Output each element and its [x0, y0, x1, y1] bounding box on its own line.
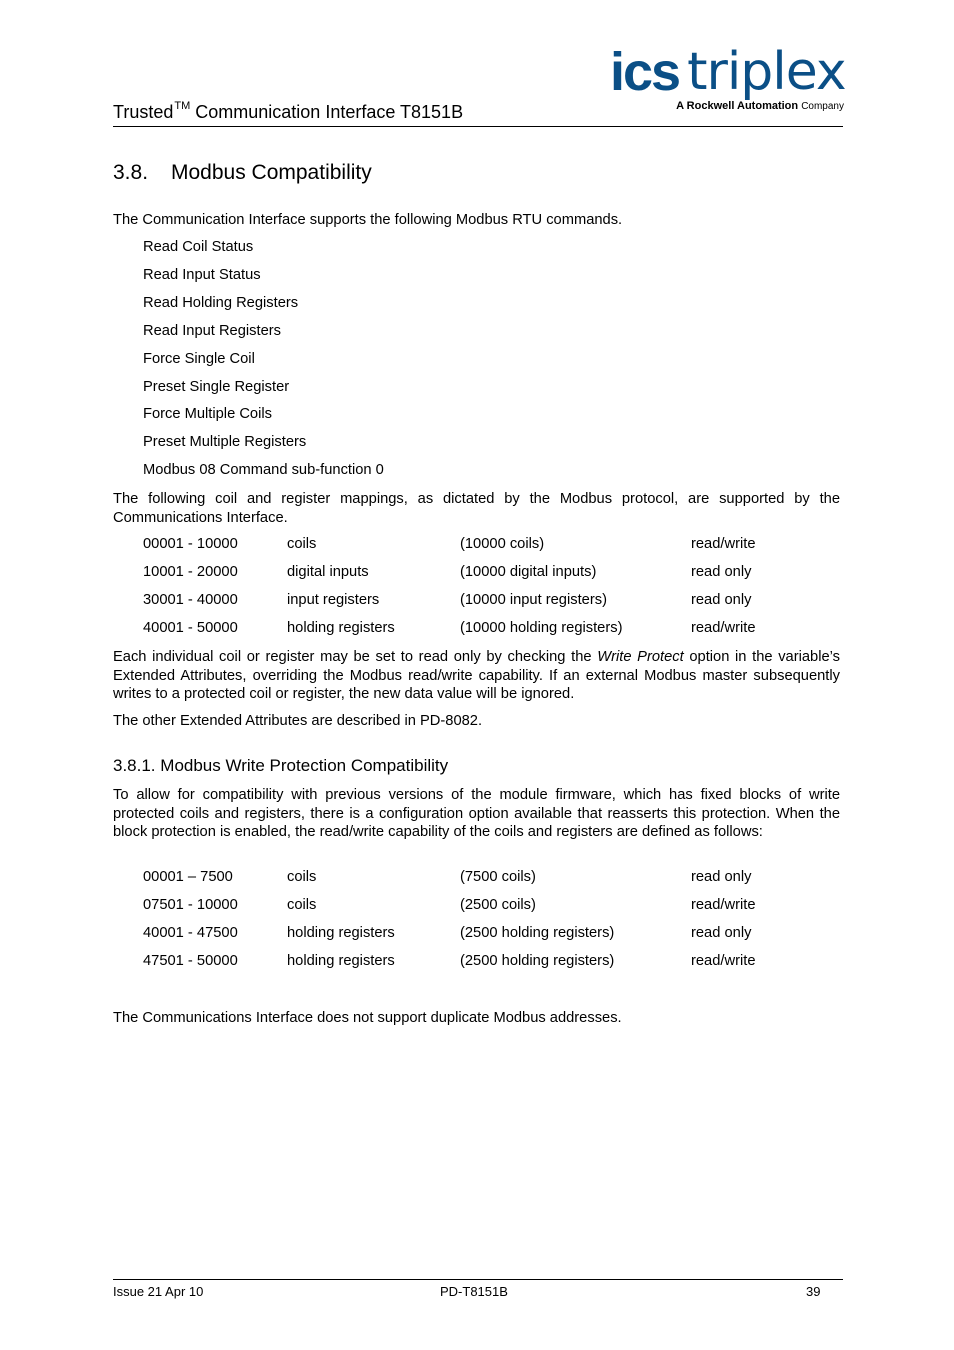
logo-ics-text: ics	[610, 42, 680, 102]
command-item: Preset Multiple Registers	[143, 434, 307, 450]
duplicate-address-note: The Communications Interface does not support duplicate Modbus addresses.	[113, 1010, 622, 1026]
mapping-access: read/write	[691, 620, 756, 636]
write-protect-term: Write Protect	[597, 649, 684, 665]
protection-count: (7500 coils)	[460, 869, 536, 885]
section-number: 3.8.	[113, 161, 149, 184]
command-item: Modbus 08 Command sub-function 0	[143, 462, 384, 478]
subsection-number: 3.8.1.	[113, 756, 156, 775]
footer-rule	[113, 1279, 843, 1280]
subsection-intro: To allow for compatibility with previous versions of the module firmware, which has fixed blocks of write protected coils and registers, there is a configuration option available that reasserts this protection. When the block protection is enabled, the read/write capability of the coils and registers are defined as follows:	[113, 787, 840, 840]
protection-type: holding registers	[287, 925, 395, 941]
header-rule	[113, 126, 843, 127]
subsection-title: Modbus Write Protection Compatibility	[160, 756, 449, 775]
mapping-access: read only	[691, 592, 752, 608]
command-item: Read Input Status	[143, 267, 261, 283]
mapping-type: digital inputs	[287, 564, 369, 580]
protection-count: (2500 holding registers)	[460, 953, 615, 969]
command-item: Read Coil Status	[143, 239, 254, 255]
write-protect-text-a: Each individual coil or register may be set to read only by checking the	[113, 649, 598, 665]
mapping-range: 10001 - 20000	[143, 564, 238, 580]
mapping-count: (10000 holding registers)	[460, 620, 623, 636]
protection-range: 07501 - 10000	[143, 897, 238, 913]
write-protect-paragraph	[113, 648, 840, 704]
protection-range: 00001 – 7500	[143, 869, 233, 885]
command-item: Read Holding Registers	[143, 295, 299, 311]
mapping-intro: The following coil and register mappings, as dictated by the Modbus protocol, are supported by the Communications Interface.	[113, 491, 840, 526]
trademark-superscript: TM	[174, 100, 191, 112]
protection-type: coils	[287, 897, 317, 913]
page-header-title	[113, 100, 463, 123]
mapping-count: (10000 digital inputs)	[460, 564, 597, 580]
mapping-type: holding registers	[287, 620, 395, 636]
command-item: Read Input Registers	[143, 323, 281, 339]
mapping-range: 30001 - 40000	[143, 592, 238, 608]
command-item: Force Single Coil	[143, 351, 255, 367]
mapping-range: 40001 - 50000	[143, 620, 238, 636]
section-heading	[113, 161, 372, 185]
protection-access: read/write	[691, 897, 756, 913]
header-title-rest: Communication Interface T8151B	[195, 102, 464, 122]
write-protect-text-b: option in the variable’s Extended Attributes, overriding the Modbus read/write capability. If an external Modbus master subsequently writes to a protected coil or register, the new data value will be ignored.	[113, 649, 840, 702]
protection-type: coils	[287, 869, 317, 885]
protection-type: holding registers	[287, 953, 395, 969]
footer-issue: Issue 21 Apr 10	[113, 1284, 204, 1299]
other-attributes-note: The other Extended Attributes are described in PD-8082.	[113, 713, 483, 729]
mapping-count: (10000 input registers)	[460, 592, 607, 608]
mapping-access: read only	[691, 564, 752, 580]
protection-range: 47501 - 50000	[143, 953, 238, 969]
protection-access: read only	[691, 869, 752, 885]
header-title-prefix: Trusted	[113, 102, 174, 122]
mapping-type: coils	[287, 536, 317, 552]
protection-count: (2500 holding registers)	[460, 925, 615, 941]
protection-access: read/write	[691, 953, 756, 969]
protection-access: read only	[691, 925, 752, 941]
mapping-access: read/write	[691, 536, 756, 552]
logo-tagline-main: A Rockwell Automation	[676, 100, 799, 112]
protection-count: (2500 coils)	[460, 897, 536, 913]
logo-tagline-company: Company	[801, 101, 844, 112]
command-item: Force Multiple Coils	[143, 406, 272, 422]
protection-range: 40001 - 47500	[143, 925, 238, 941]
mapping-type: input registers	[287, 592, 380, 608]
subsection-heading	[113, 756, 448, 776]
mapping-range: 00001 - 10000	[143, 536, 238, 552]
section-title: Modbus Compatibility	[171, 161, 372, 184]
logo-triplex-text: triplex	[687, 42, 846, 102]
command-item: Preset Single Register	[143, 379, 290, 395]
section-intro: The Communication Interface supports the following Modbus RTU commands.	[113, 212, 623, 228]
mapping-count: (10000 coils)	[460, 536, 545, 552]
footer-page-number: 39	[806, 1284, 821, 1299]
ics-triplex-logo	[610, 44, 844, 112]
footer-doc-id: PD-T8151B	[440, 1284, 508, 1299]
